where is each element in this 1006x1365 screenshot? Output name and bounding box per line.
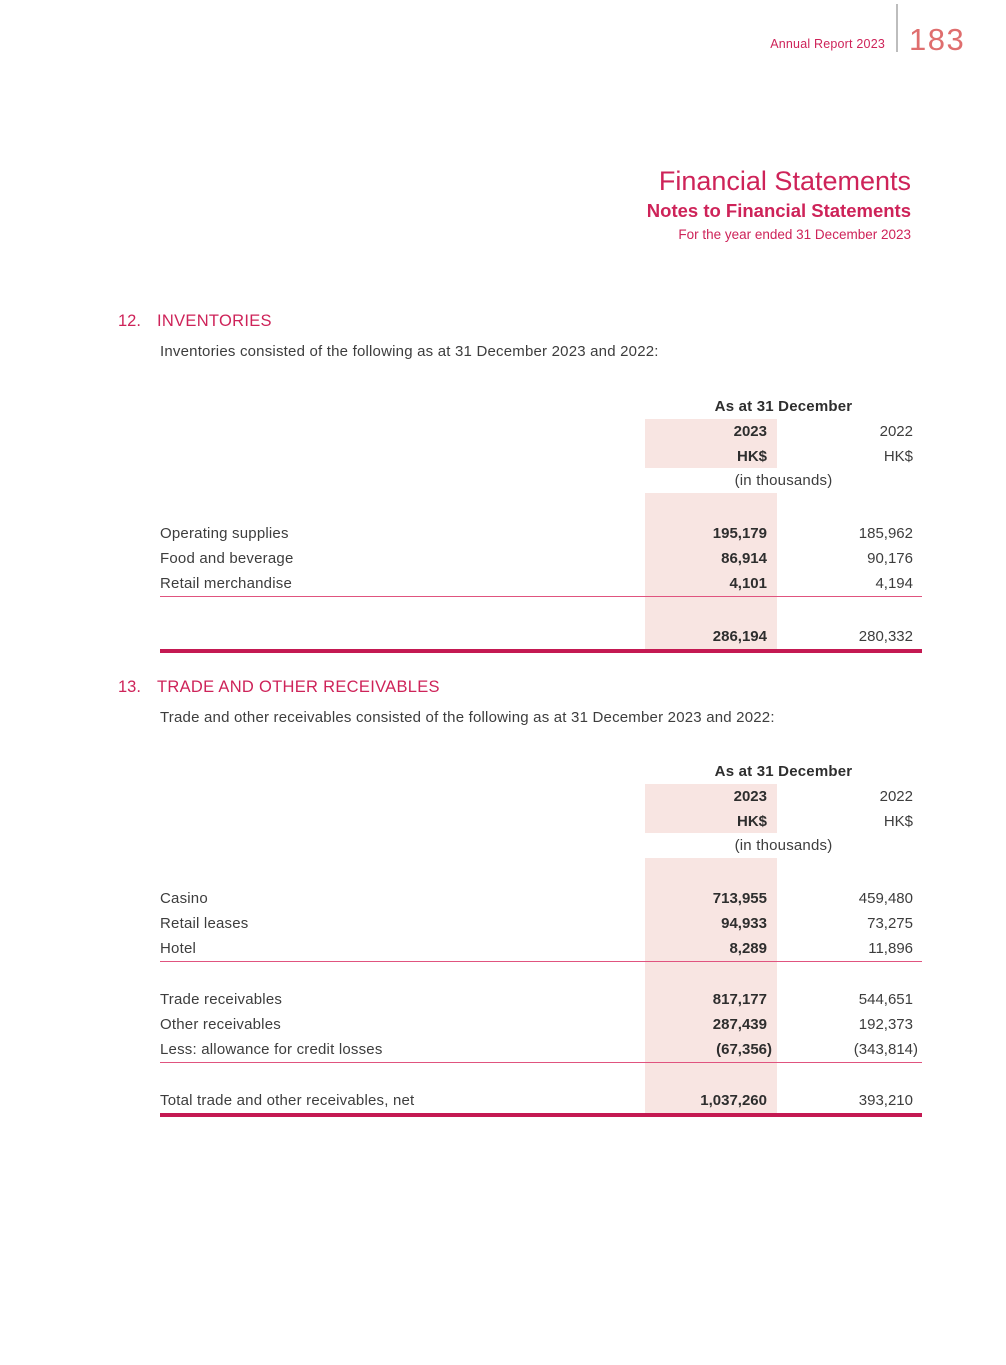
section-title: TRADE AND OTHER RECEIVABLES — [157, 678, 440, 696]
row-label: Less: allowance for credit losses — [160, 1041, 383, 1058]
value-2023: 86,914 — [645, 546, 777, 571]
spacer-row — [160, 493, 922, 521]
page-title: Financial Statements — [658, 166, 911, 196]
value-2023: 195,179 — [645, 521, 777, 546]
row-label: Hotel — [160, 940, 197, 957]
inventories-table — [160, 394, 922, 653]
page-number: 183 — [909, 22, 966, 57]
currency-header-row — [160, 809, 922, 833]
value-2023: 8,289 — [645, 936, 777, 961]
units-note: (in thousands) — [734, 472, 833, 489]
table-row — [160, 1012, 922, 1037]
row-label: Trade receivables — [160, 991, 283, 1008]
value-2022: 4,194 — [875, 575, 913, 592]
spacer-row — [160, 858, 922, 886]
section-title: INVENTORIES — [157, 312, 272, 330]
value-2022: 73,275 — [867, 915, 913, 932]
table-row — [160, 911, 922, 936]
year-2022-header: 2022 — [879, 423, 913, 440]
total-row — [160, 1088, 922, 1117]
spacer-row — [160, 597, 922, 624]
value-2023: 94,933 — [645, 911, 777, 936]
total-2023: 1,037,260 — [645, 1088, 777, 1113]
table-row — [160, 571, 922, 597]
currency-header-row — [160, 444, 922, 468]
row-label: Retail merchandise — [160, 575, 292, 592]
col-span-header: As at 31 December — [714, 398, 853, 415]
value-2022: 90,176 — [867, 550, 913, 567]
spacer-row — [160, 962, 922, 987]
title-block — [647, 166, 911, 243]
page-subtitle: Notes to Financial Statements — [646, 200, 911, 221]
total-2023: 286,194 — [645, 624, 777, 649]
currency-2023-header: HK$ — [645, 444, 777, 468]
table-span-header-row — [160, 759, 922, 784]
year-header-row — [160, 419, 922, 444]
table-row — [160, 521, 922, 546]
table-row — [160, 886, 922, 911]
value-2023: 287,439 — [645, 1012, 777, 1037]
year-2023-header: 2023 — [645, 784, 777, 809]
row-label: Casino — [160, 890, 208, 907]
section-heading-inventories — [118, 311, 272, 331]
row-label: Retail leases — [160, 915, 249, 932]
value-2022: 544,651 — [858, 991, 913, 1008]
value-2022: 185,962 — [858, 525, 913, 542]
value-2023: 713,955 — [645, 886, 777, 911]
section-heading-trade-receivables — [118, 677, 440, 697]
section-number: 13. — [118, 678, 141, 696]
spacer-row — [160, 1063, 922, 1088]
total-2022: 280,332 — [858, 628, 913, 645]
table-row — [160, 936, 922, 962]
col-span-header: As at 31 December — [714, 763, 853, 780]
units-note-row — [160, 833, 922, 858]
value-2023: 4,101 — [645, 571, 777, 596]
year-2022-header: 2022 — [879, 788, 913, 805]
header-divider — [896, 4, 898, 52]
row-label: Other receivables — [160, 1016, 281, 1033]
value-2022: 192,373 — [858, 1016, 913, 1033]
currency-2022-header: HK$ — [883, 812, 913, 830]
total-label: Total trade and other receivables, net — [160, 1092, 415, 1109]
year-2023-header: 2023 — [645, 419, 777, 444]
report-period: For the year ended 31 December 2023 — [678, 227, 911, 242]
total-label — [160, 624, 645, 649]
value-2022: 459,480 — [858, 890, 913, 907]
currency-2022-header: HK$ — [883, 447, 913, 465]
units-note: (in thousands) — [734, 837, 833, 854]
total-2022: 393,210 — [858, 1092, 913, 1109]
table-row — [160, 1037, 922, 1063]
table-row — [160, 987, 922, 1012]
section-intro: Trade and other receivables consisted of the following as at 31 December 2023 and 2022: — [160, 709, 775, 726]
units-note-row — [160, 468, 922, 493]
year-header-row — [160, 784, 922, 809]
value-2023: (67,356) — [645, 1037, 777, 1062]
currency-2023-header: HK$ — [645, 809, 777, 833]
table-span-header-row — [160, 394, 922, 419]
trade-receivables-table — [160, 759, 922, 1117]
row-label: Food and beverage — [160, 550, 294, 567]
value-2023: 817,177 — [645, 987, 777, 1012]
value-2022: 11,896 — [868, 940, 913, 957]
section-number: 12. — [118, 312, 141, 330]
table-row — [160, 546, 922, 571]
annual-report-label: Annual Report 2023 — [770, 37, 885, 51]
row-label: Operating supplies — [160, 525, 289, 542]
total-row — [160, 624, 922, 653]
section-intro: Inventories consisted of the following as at 31 December 2023 and 2022: — [160, 343, 659, 360]
value-2022: (343,814) — [853, 1041, 918, 1058]
